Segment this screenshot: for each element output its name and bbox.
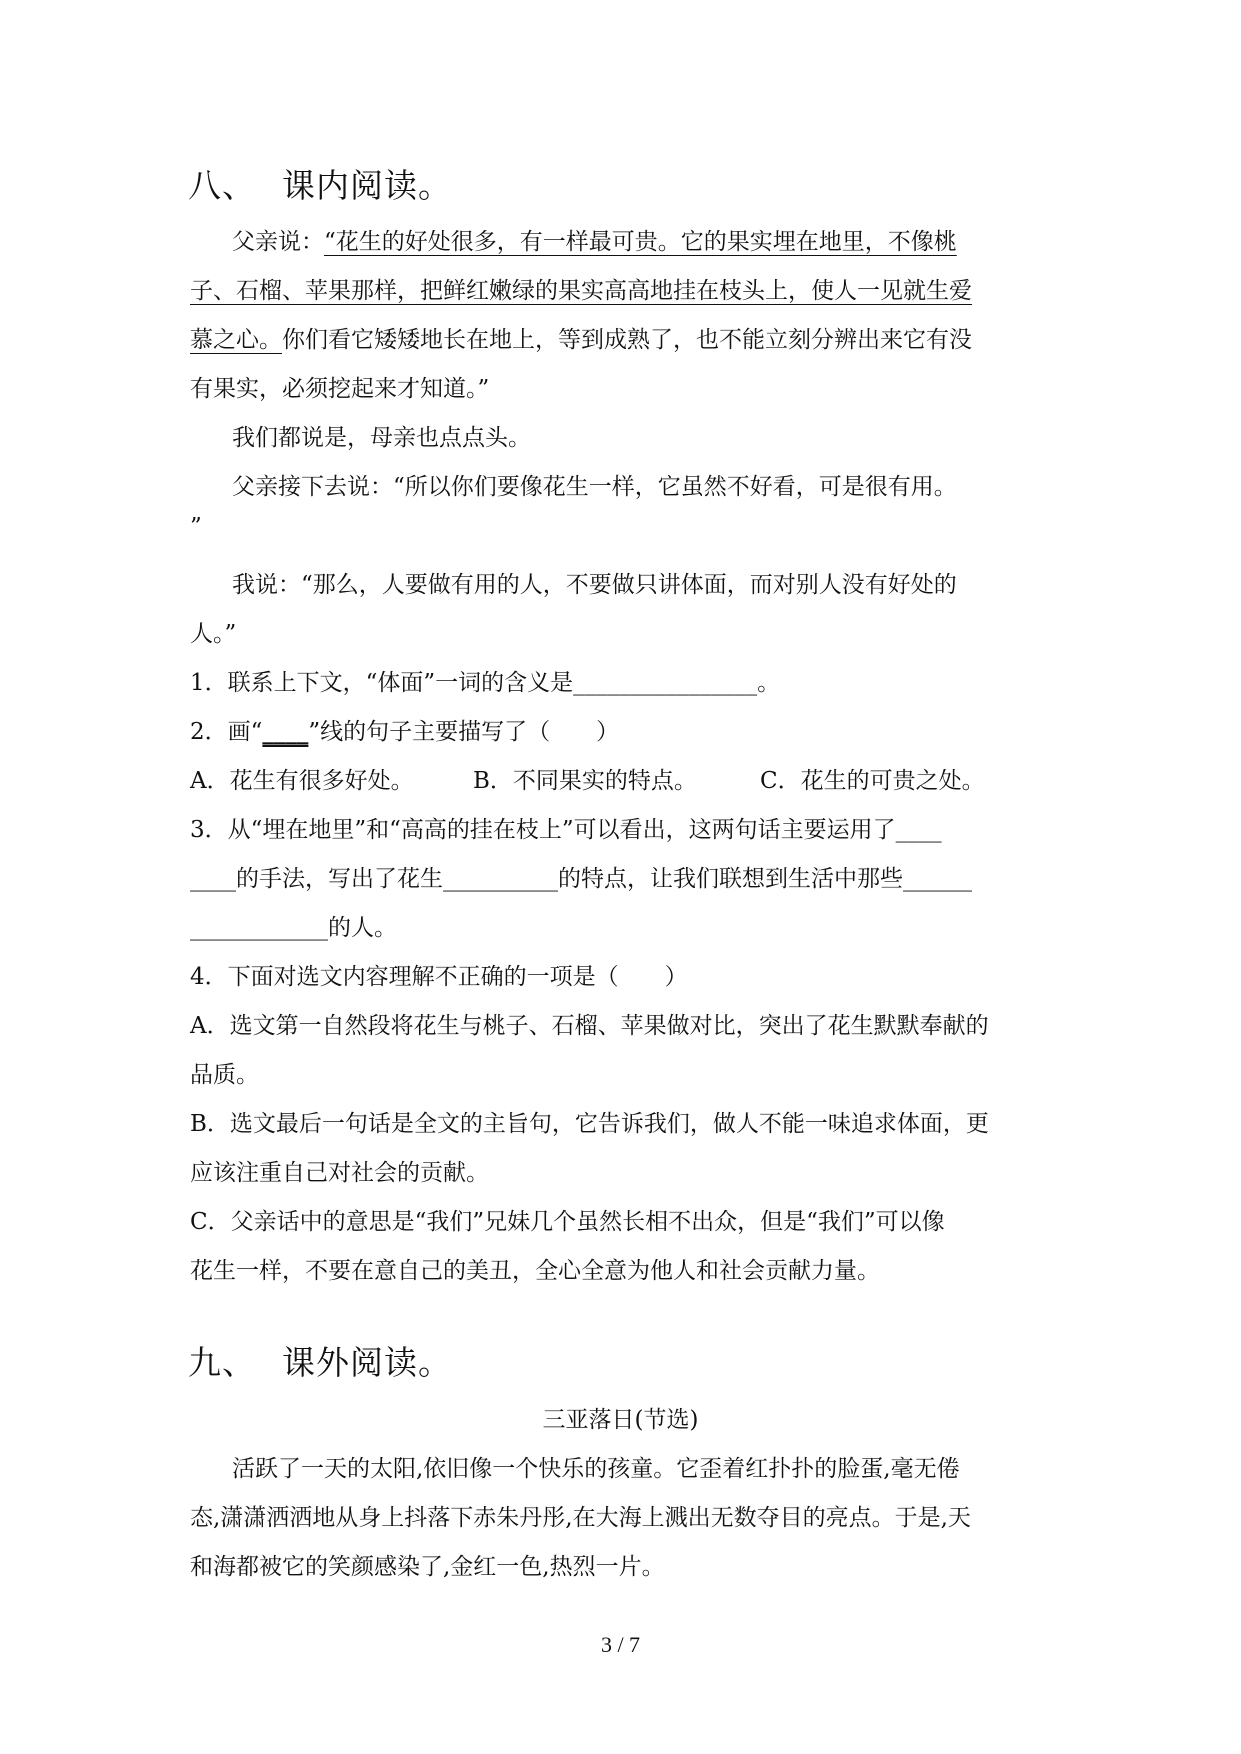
question-3: ____的手法，写出了花生__________的特点，让我们联想到生活中那些______ [190,866,972,892]
option-b: B．不同果实的特点。 [473,768,697,794]
underline-marker: ____ [262,718,309,745]
article-line: 活跃了一天的太阳,依旧像一个快乐的孩童。它歪着红扑扑的脸蛋,毫无倦 [232,1456,960,1482]
passage-text: 你们看它矮矮地长在地上，等到成熟了，也不能立刻分辨出来它有没 [282,327,972,353]
section-title: 课内阅读。 [282,166,452,205]
underlined-sentence: “花生的好处很多，有一样最可贵。它的果实埋在地里，不像桃 [324,229,957,255]
passage-line: 人。” [190,621,237,647]
passage-line [232,227,957,257]
passage-line [190,276,972,306]
section-heading-8 [188,160,452,207]
passage-line: ” [190,514,202,540]
question-3: 3．从“埋在地里”和“高高的挂在枝上”可以看出，这两句话主要运用了____ [190,817,942,843]
question-2 [190,717,619,747]
question-4-option-a: A．选文第一自然段将花生与桃子、石榴、苹果做对比，突出了花生默默奉献的 [190,1013,989,1039]
question-4-option-c: C．父亲话中的意思是“我们”兄妹几个虽然长相不出众，但是“我们”可以像 [190,1209,945,1235]
question-text: ”线的句子主要描写了（ ） [308,719,620,745]
question-text: 2．画“ [190,719,263,745]
passage-line: 父亲接下去说：“所以你们要像花生一样，它虽然不好看，可是很有用。 [232,474,957,500]
underlined-sentence: 慕之心。 [190,327,282,353]
question-4-option-b: 应该注重自己对社会的贡献。 [190,1160,489,1186]
question-4-option-b: B．选文最后一句话是全文的主旨句，它告诉我们，做人不能一味追求体面，更 [190,1111,989,1137]
question-3: ____________的人。 [190,915,397,941]
question-2-options [190,766,985,796]
passage-line: 我们都说是，母亲也点点头。 [232,425,531,451]
question-4-option-c: 花生一样，不要在意自己的美丑，全心全意为他人和社会贡献力量。 [190,1258,880,1284]
option-a: A．花生有很多好处。 [190,768,414,794]
question-4-option-a: 品质。 [190,1062,259,1088]
article-line: 和海都被它的笑颜感染了,金红一色,热烈一片。 [190,1554,665,1580]
option-c: C．花生的可贵之处。 [760,768,985,794]
section-heading-9 [188,1337,452,1384]
passage-text: 父亲说： [232,229,324,255]
page-number: 3 / 7 [600,1632,641,1657]
passage-line [190,325,972,355]
section-number: 九、 [188,1343,256,1382]
article-title: 三亚落日(节选) [542,1407,699,1433]
question-1: 1．联系上下文，“体面”一词的含义是________________。 [190,670,781,696]
passage-line: 有果实，必须挖起来才知道。” [190,376,490,402]
section-number: 八、 [188,166,256,205]
passage-line: 我说：“那么，人要做有用的人，不要做只讲体面，而对别人没有好处的 [232,572,957,598]
question-4: 4．下面对选文内容理解不正确的一项是（ ） [190,964,688,990]
section-title: 课外阅读。 [282,1343,452,1382]
article-line: 态,潇潇洒洒地从身上抖落下赤朱丹彤,在大海上溅出无数夺目的亮点。于是,天 [190,1505,971,1531]
underlined-sentence: 子、石榴、苹果那样，把鲜红嫩绿的果实高高地挂在枝头上，使人一见就生爱 [190,278,972,304]
